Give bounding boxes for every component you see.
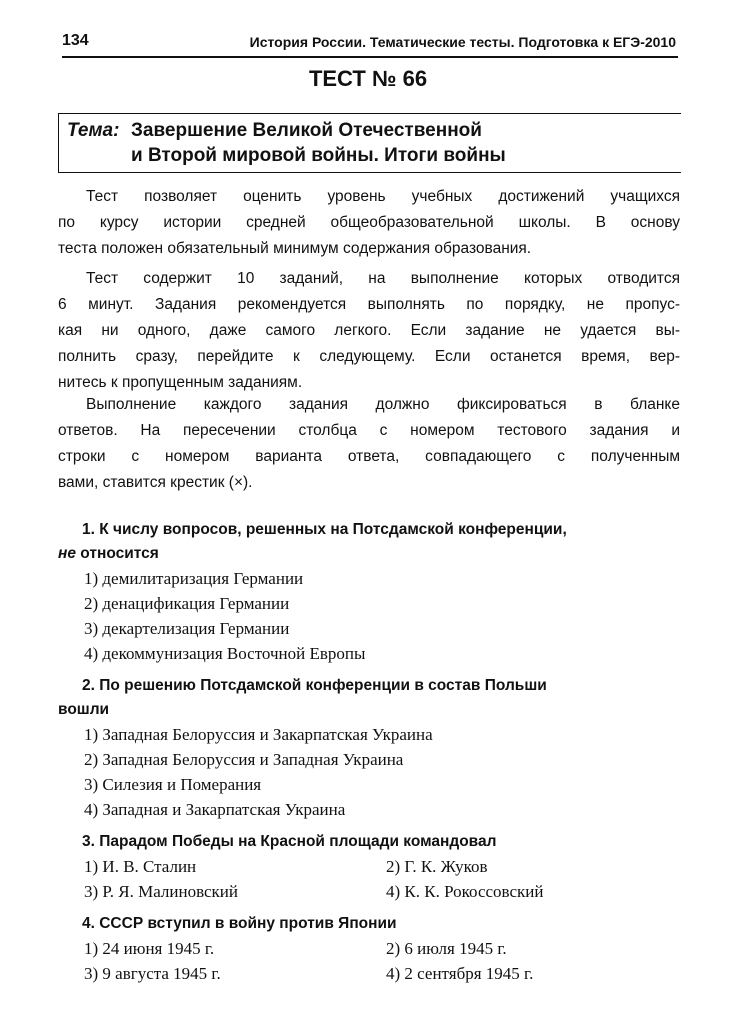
question-text (58, 518, 680, 566)
question-text (58, 674, 680, 722)
text-line: 6 минут. Задания рекомендуется выполнять по порядку, не пропус- (58, 296, 680, 313)
answer-option: 1) И. В. Сталин (84, 857, 197, 876)
answer-option: 2) денацификация Германии (84, 594, 290, 613)
text-line: Выполнение каждого задания должно фиксироваться в бланке (86, 396, 680, 413)
answer-option: 3) 9 августа 1945 г. (84, 964, 221, 983)
test-title: ТЕСТ № 66 (308, 66, 428, 91)
answer-option: 1) демилитаризация Германии (84, 569, 304, 588)
running-header (62, 30, 678, 58)
text-line: по курсу истории средней общеобразовательной школы. В основу (58, 214, 680, 231)
question-line: 1. К числу вопросов, решенных на Потсдамской конференции, (82, 521, 567, 538)
answer-option: 2) 6 июля 1945 г. (386, 939, 507, 958)
answer-option: 3) Р. Я. Малиновский (84, 882, 238, 901)
question-4 (58, 912, 680, 986)
question-text (58, 912, 680, 936)
theme-line-2: и Второй мировой войны. Итоги войны (131, 145, 506, 166)
intro-paragraph-3 (58, 392, 680, 496)
emphasis-word: не (58, 545, 76, 562)
question-line-rest: относится (75, 545, 159, 562)
theme-line-1: Завершение Великой Отечественной (131, 120, 482, 141)
text-line: ответов. На пересечении столбца с номером тестового задания и (58, 422, 680, 439)
theme-label: Тема: (67, 120, 120, 141)
question-text (58, 830, 680, 854)
question-line (58, 542, 680, 566)
answer-option: 1) 24 июня 1945 г. (84, 939, 215, 958)
question-line: 4. СССР вступил в войну против Японии (82, 915, 397, 932)
intro-paragraph-1 (58, 184, 680, 262)
answer-option: 2) Западная Белоруссия и Западная Украина (84, 750, 404, 769)
question-3 (58, 830, 680, 904)
page-number: 134 (62, 32, 89, 49)
running-title: История России. Тематические тесты. Подготовка к ЕГЭ-2010 (249, 34, 676, 50)
text-line: вами, ставится крестик (×). (58, 474, 253, 491)
text-line: нитесь к пропущенным заданиям. (58, 374, 303, 391)
answer-option: 1) Западная Белоруссия и Закарпатская Украина (84, 725, 433, 744)
answer-option: 4) Западная и Закарпатская Украина (84, 800, 346, 819)
question-line: 3. Парадом Победы на Красной площади командовал (82, 833, 497, 850)
text-line: строки с номером варианта ответа, совпадающего с полученным (58, 448, 680, 465)
text-line: Тест позволяет оценить уровень учебных достижений учащихся (86, 188, 680, 205)
answer-option: 3) декартелизация Германии (84, 619, 290, 638)
question-line: 2. По решению Потсдамской конференции в состав Польши (82, 677, 547, 694)
theme-box (58, 113, 681, 173)
answer-options-grid (58, 854, 680, 904)
answer-option: 4) К. К. Рокоссовский (386, 882, 544, 901)
answer-option: 3) Силезия и Померания (84, 775, 262, 794)
question-2 (58, 674, 680, 822)
intro-paragraph-2 (58, 266, 680, 396)
answer-option: 4) декоммунизация Восточной Европы (84, 644, 366, 663)
text-line: кая ни одного, даже самого легкого. Если задание не удается вы- (58, 322, 680, 339)
question-line: вошли (58, 701, 110, 718)
text-line: теста положен обязательный минимум содержания образования. (58, 240, 532, 257)
answer-option: 2) Г. К. Жуков (386, 857, 488, 876)
question-1 (58, 518, 680, 666)
answer-options-grid (58, 936, 680, 986)
text-line: полнить сразу, перейдите к следующему. Если останется время, вер- (58, 348, 680, 365)
text-line: Тест содержит 10 заданий, на выполнение которых отводится (86, 270, 680, 287)
answer-option: 4) 2 сентября 1945 г. (386, 964, 534, 983)
